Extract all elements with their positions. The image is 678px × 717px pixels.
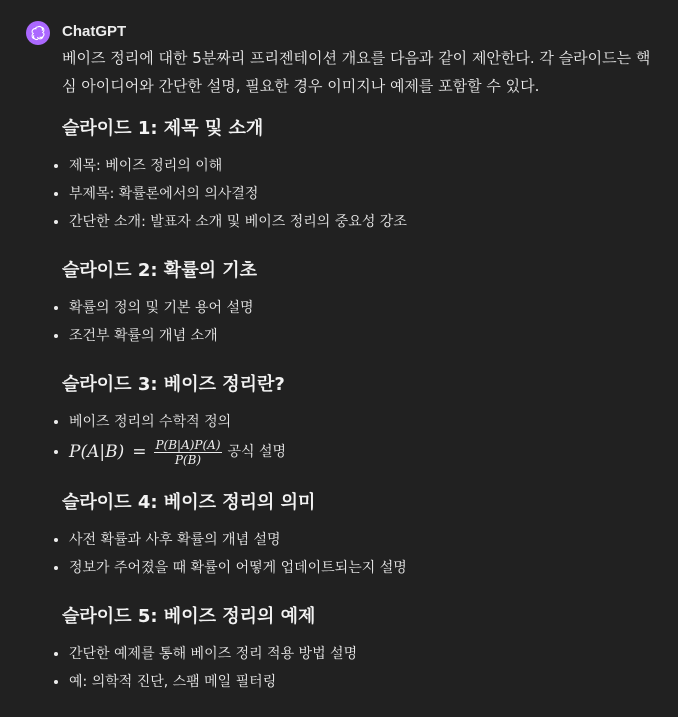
formula-list-item (62, 436, 662, 468)
slide-heading: 슬라이드 5: 베이즈 정리의 예제 (62, 606, 316, 627)
slide-list (62, 526, 662, 582)
list-item-text: 확률의 정의 및 기본 용어 설명 (69, 300, 254, 316)
formula-suffix-text: 공식 설명 (227, 444, 287, 460)
list-item-text: 조건부 확률의 개념 소개 (69, 328, 218, 344)
formula-fraction (154, 438, 221, 467)
bullet-icon (54, 680, 58, 684)
slide-list (62, 152, 662, 236)
formula-denominator: P(B) (174, 452, 202, 467)
bullet-icon (54, 652, 58, 656)
list-item-text: 사전 확률과 사후 확률의 개념 설명 (69, 532, 281, 548)
bullet-icon (54, 334, 58, 338)
list-item-text: 간단한 예제를 통해 베이즈 정리 적용 방법 설명 (69, 646, 358, 662)
list-item (62, 526, 662, 554)
list-item (62, 208, 662, 236)
formula-equals: = (132, 442, 147, 462)
list-item-text: 예: 의학적 진단, 스팸 메일 필터링 (69, 674, 277, 690)
slide-list (62, 640, 662, 696)
list-item (62, 554, 662, 582)
bullet-icon (54, 164, 58, 168)
bullet-icon (54, 420, 58, 424)
list-item-text: 제목: 베이즈 정리의 이해 (69, 158, 223, 174)
bayes-formula (69, 436, 222, 468)
list-item-text: 정보가 주어졌을 때 확률이 어떻게 업데이트되는지 설명 (69, 560, 407, 576)
bullet-icon (54, 450, 58, 454)
slide-list (62, 408, 662, 468)
formula-numerator: P(B|A)P(A) (155, 437, 221, 452)
slide-list (62, 294, 662, 350)
bullet-icon (54, 538, 58, 542)
slide-heading: 슬라이드 3: 베이즈 정리란? (62, 374, 285, 395)
list-item (62, 668, 662, 696)
list-item (62, 152, 662, 180)
slide-section-3 (62, 372, 662, 468)
slide-heading: 슬라이드 2: 확률의 기초 (62, 260, 258, 281)
list-item-text: 베이즈 정리의 수학적 정의 (69, 414, 232, 430)
openai-logo-icon (30, 25, 46, 41)
slide-section-2 (62, 258, 662, 350)
formula-lhs: P(A|B) (69, 442, 125, 462)
list-item (62, 408, 662, 436)
slide-section-1 (62, 116, 662, 236)
bullet-icon (54, 192, 58, 196)
author-name: ChatGPT (62, 23, 127, 40)
intro-paragraph: 베이즈 정리에 대한 5분짜리 프리젠테이션 개요를 다음과 같이 제안한다. 각 슬라이드는 핵심 아이디어와 간단한 설명, 필요한 경우 이미지나 예제를 포함할 수 있다. (62, 49, 651, 95)
bullet-icon (54, 306, 58, 310)
list-item (62, 640, 662, 668)
list-item-text: 간단한 소개: 발표자 소개 및 베이즈 정리의 중요성 강조 (69, 214, 407, 230)
bullet-icon (54, 566, 58, 570)
bullet-icon (54, 220, 58, 224)
slide-section-4 (62, 490, 662, 582)
list-item (62, 322, 662, 350)
list-item (62, 294, 662, 322)
list-item-text: 부제목: 확률론에서의 의사결정 (69, 186, 259, 202)
avatar (26, 21, 50, 45)
slide-heading: 슬라이드 4: 베이즈 정리의 의미 (62, 492, 316, 513)
slide-section-5 (62, 604, 662, 696)
assistant-message (62, 44, 662, 696)
list-item (62, 180, 662, 208)
slide-heading: 슬라이드 1: 제목 및 소개 (62, 118, 264, 139)
